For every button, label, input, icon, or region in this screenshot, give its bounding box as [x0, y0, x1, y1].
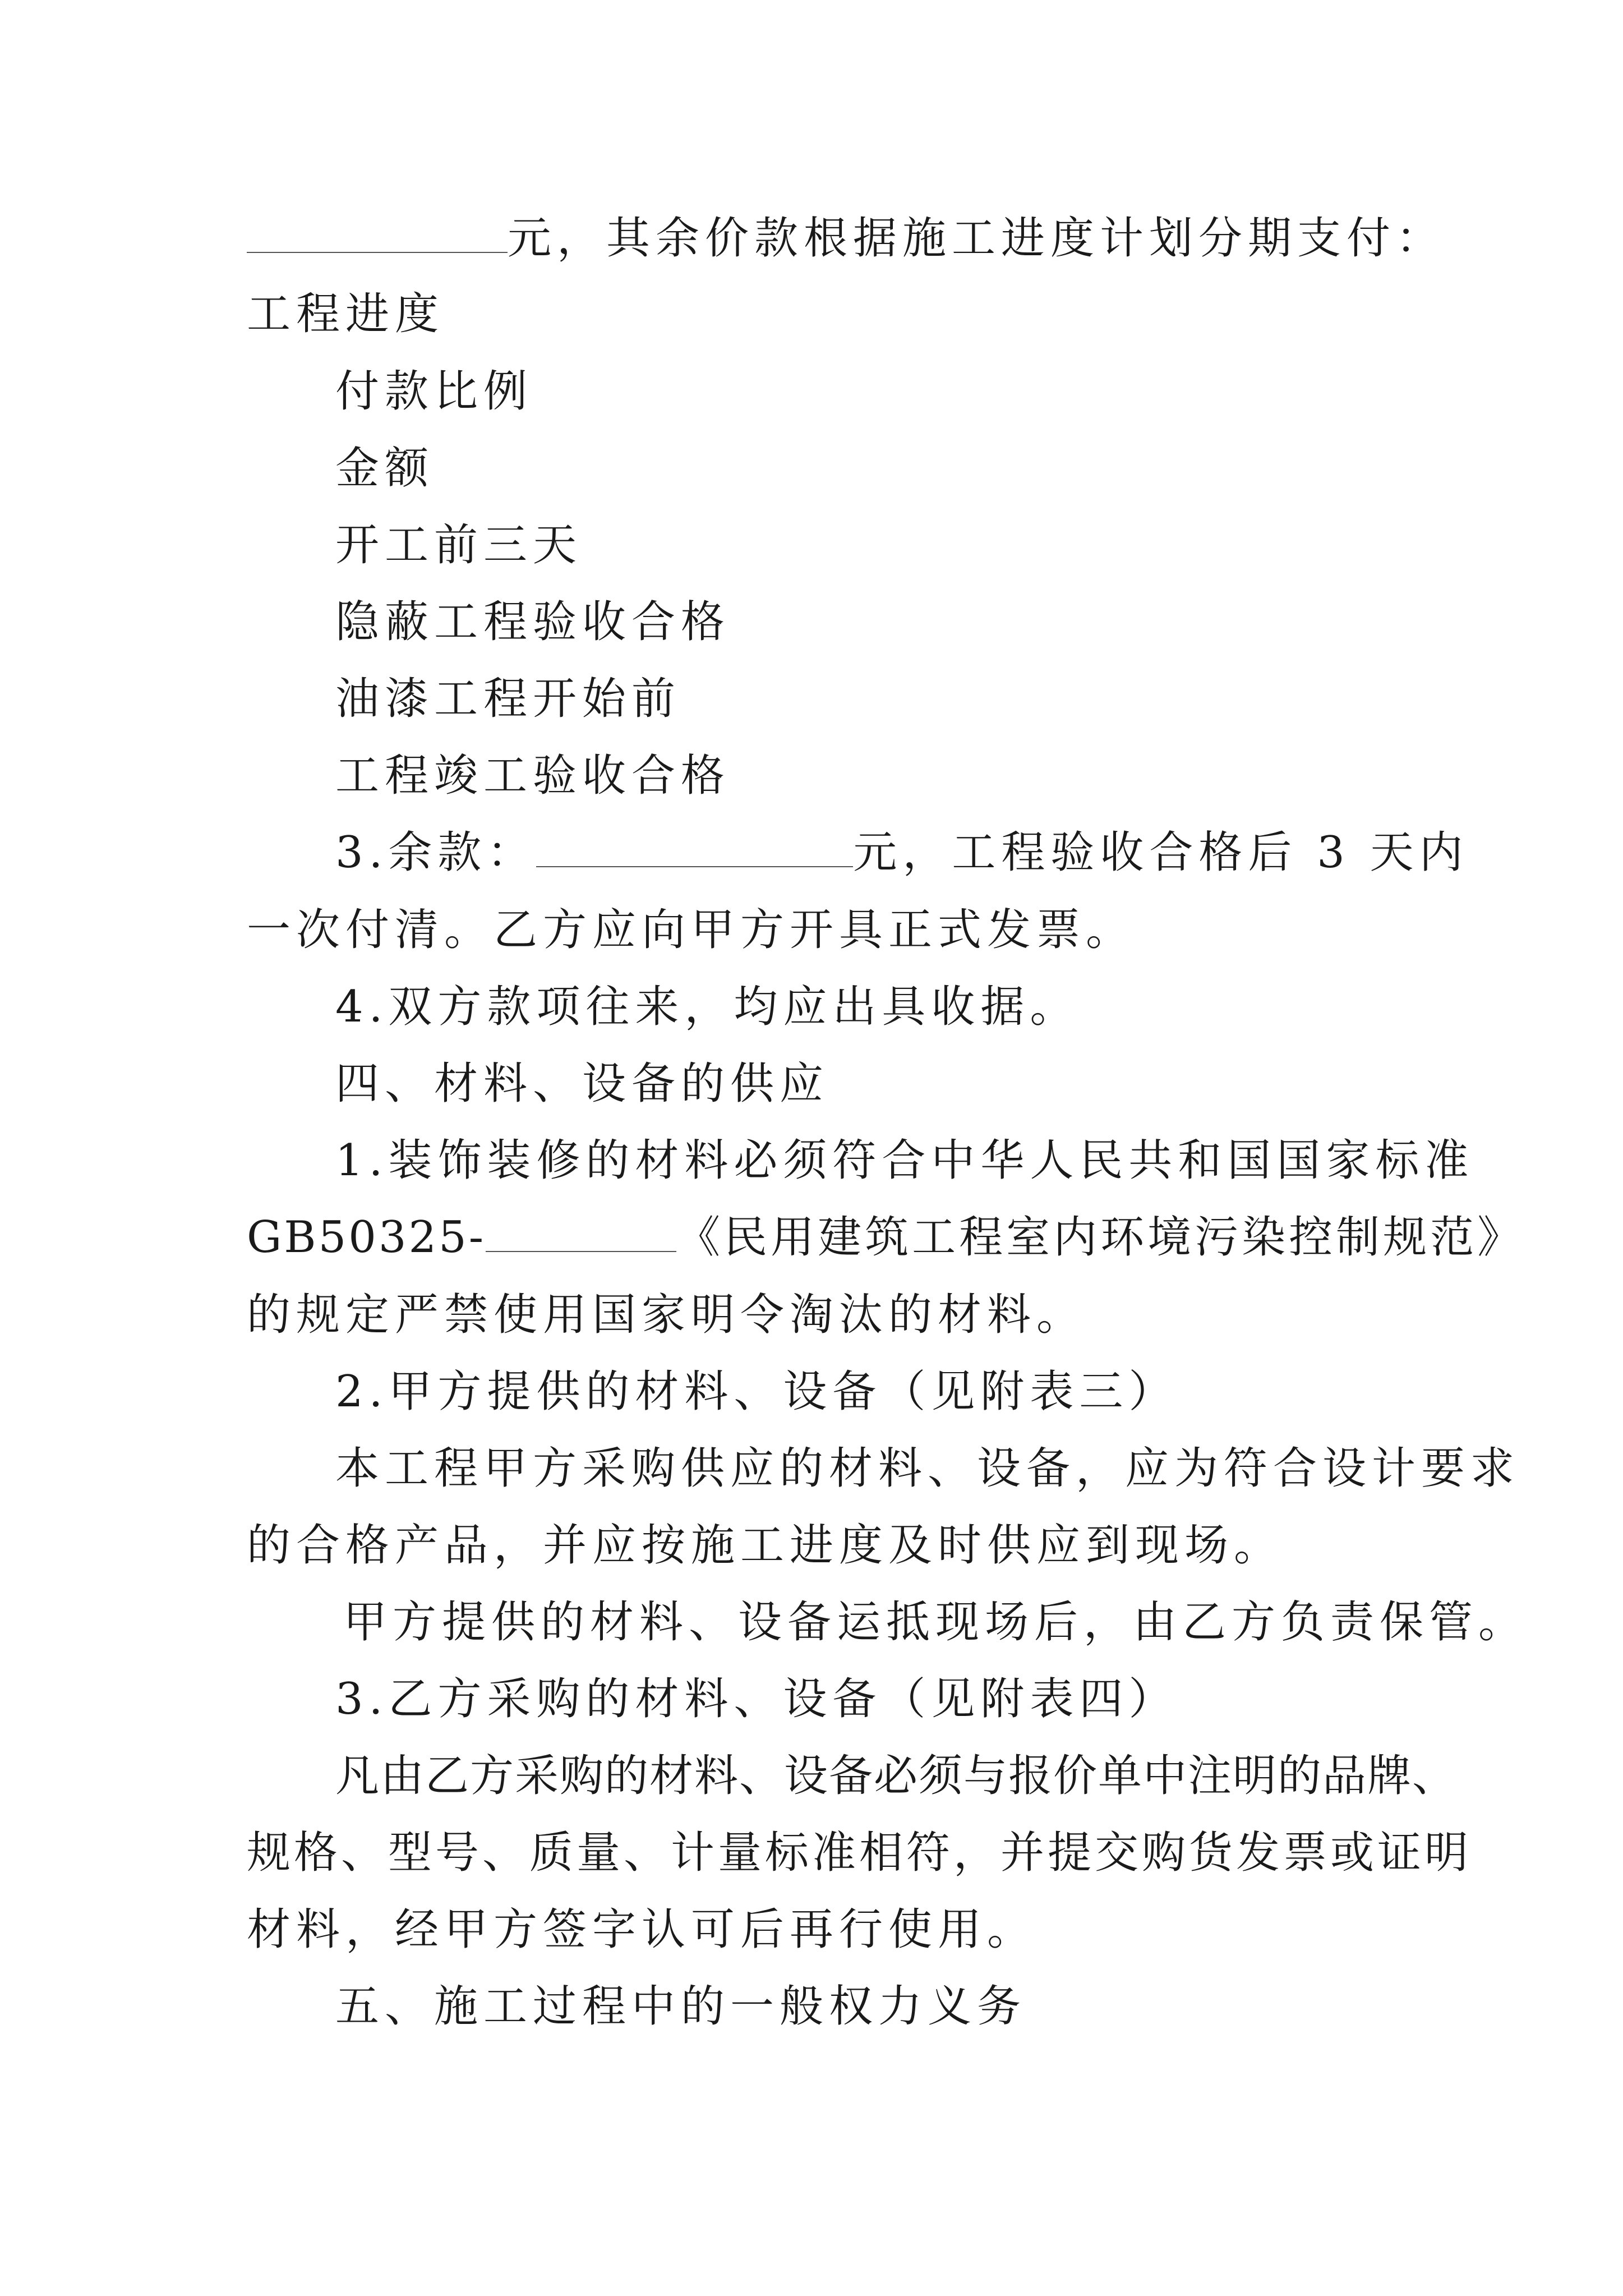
doc-line: 工程进度 [247, 289, 445, 339]
doc-line: 材料，经甲方签字认可后再行使用。 [247, 1904, 1037, 1955]
doc-text: 元，其余价款根据施工进度计划分期支付： [508, 213, 1446, 264]
table-item: 金额 [335, 443, 435, 494]
doc-line [247, 210, 1445, 266]
doc-line: 一次付清。乙方应向甲方开具正式发票。 [247, 905, 1136, 955]
section-heading: 四、材料、设备的供应 [335, 1059, 829, 1109]
table-item: 付款比例 [335, 366, 533, 417]
doc-text: 3.余款： [335, 827, 537, 878]
doc-line: 的规定严禁使用国家明令淘汰的材料。 [247, 1290, 1086, 1340]
doc-line: 2.甲方提供的材料、设备（见附表三） [335, 1366, 1178, 1417]
doc-line [247, 1209, 1524, 1266]
doc-line: 凡由乙方采购的材料、设备必须与报价单中注明的品牌、 [335, 1751, 1458, 1801]
doc-line: 本工程甲方采购供应的材料、设备，应为符合设计要求 [335, 1443, 1520, 1494]
doc-line: 的合格产品，并应按施工进度及时供应到现场。 [247, 1520, 1284, 1571]
doc-line: 规格、型号、质量、计量标准相符，并提交购货发票或证明 [247, 1828, 1472, 1878]
fill-in-blank [247, 215, 508, 253]
section-heading: 五、施工过程中的一般权力义务 [335, 1981, 1027, 2032]
doc-line [335, 825, 1469, 881]
table-item: 油漆工程开始前 [335, 674, 681, 724]
doc-text: 元，工程验收合格后 3 天内 [853, 827, 1469, 878]
fill-in-blank [486, 1214, 676, 1252]
doc-line: 4.双方款项往来，均应出具收据。 [335, 982, 1080, 1032]
table-item: 工程竣工验收合格 [335, 751, 731, 801]
table-item: 隐蔽工程验收合格 [335, 597, 731, 647]
doc-text: 《民用建筑工程室内环境污染控制规范》 [676, 1212, 1525, 1263]
doc-text: GB50325- [247, 1212, 486, 1263]
doc-line: 甲方提供的材料、设备运抵现场后，由乙方负责保管。 [343, 1597, 1528, 1648]
doc-line: 3.乙方采购的材料、设备（见附表四） [335, 1674, 1178, 1724]
fill-in-blank [536, 829, 853, 867]
table-item: 开工前三天 [335, 520, 583, 570]
doc-line: 1.装饰装修的材料必须符合中华人民共和国国家标准 [335, 1135, 1474, 1186]
